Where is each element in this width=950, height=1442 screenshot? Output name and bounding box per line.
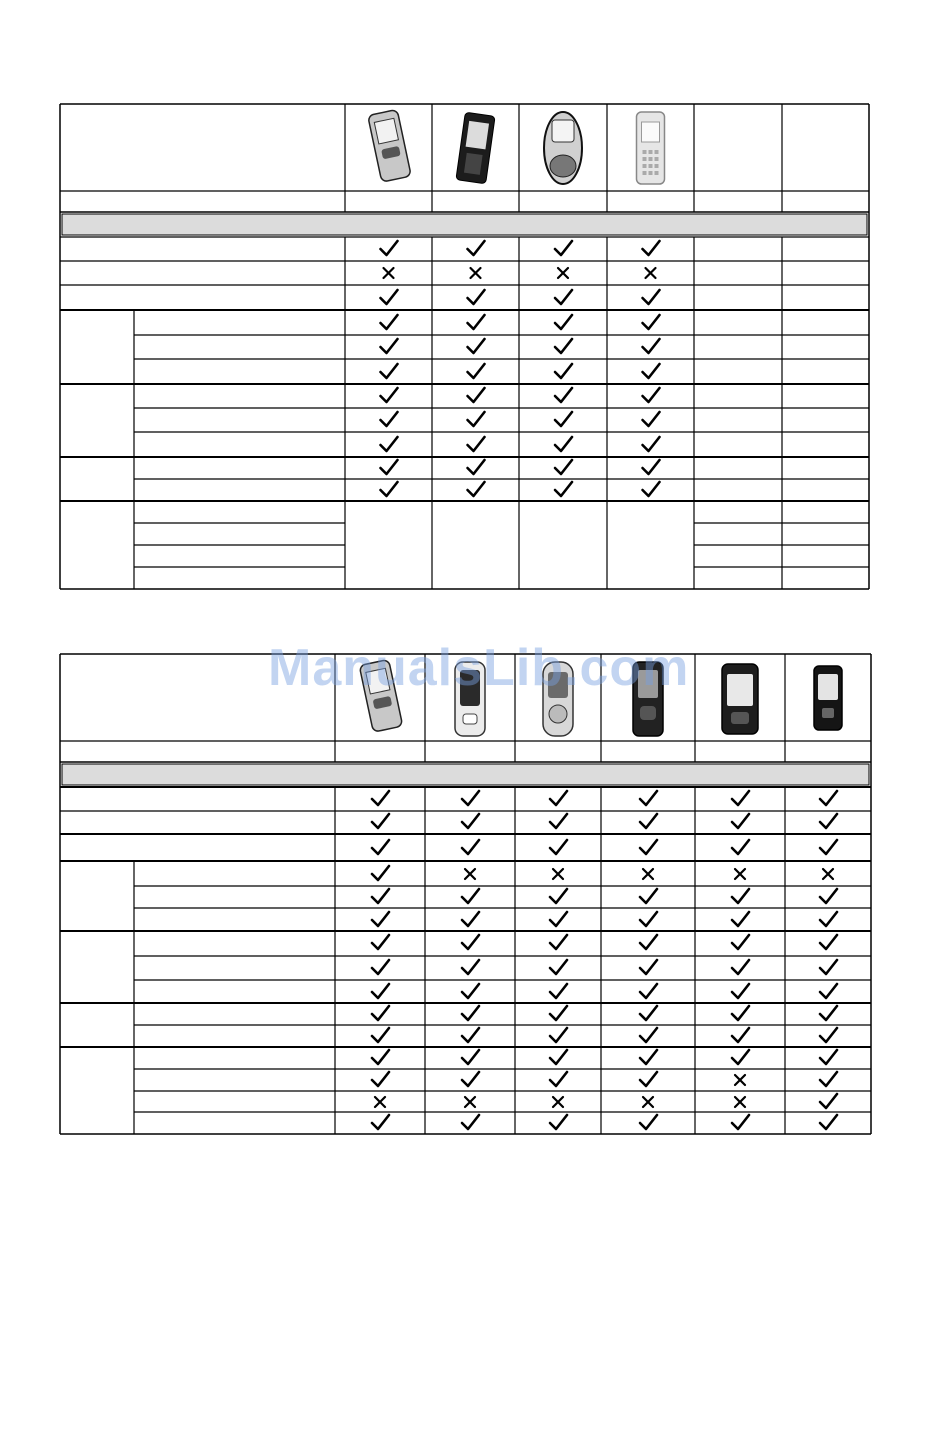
cross-mark-icon (643, 869, 653, 879)
samsung-black-flip-phone-icon (633, 662, 663, 736)
check-mark-icon (462, 1072, 479, 1086)
cross-mark-icon (643, 1097, 653, 1107)
check-mark-icon (820, 1050, 837, 1064)
check-mark-icon (550, 1072, 567, 1086)
check-mark-icon (372, 1072, 389, 1086)
check-mark-icon (462, 960, 479, 974)
check-mark-icon (462, 1115, 479, 1129)
check-mark-icon (550, 840, 567, 854)
check-mark-icon (732, 814, 749, 828)
check-mark-icon (640, 960, 657, 974)
cross-mark-icon (465, 869, 475, 879)
check-mark-icon (640, 1050, 657, 1064)
check-mark-icon (550, 935, 567, 949)
cross-mark-icon (823, 869, 833, 879)
check-mark-icon (640, 1115, 657, 1129)
check-mark-icon (820, 1006, 837, 1020)
check-mark-icon (550, 984, 567, 998)
check-mark-icon (462, 889, 479, 903)
samsung-black-slim-phone-icon (814, 666, 842, 730)
cross-mark-icon (553, 1097, 563, 1107)
check-mark-icon (550, 889, 567, 903)
check-mark-icon (732, 1006, 749, 1020)
check-mark-icon (462, 791, 479, 805)
check-mark-icon (640, 1006, 657, 1020)
check-mark-icon (820, 1094, 837, 1108)
check-mark-icon (820, 960, 837, 974)
check-mark-icon (732, 935, 749, 949)
check-mark-icon (732, 960, 749, 974)
samsung-slider-phone-icon (359, 659, 402, 732)
check-mark-icon (640, 935, 657, 949)
check-mark-icon (462, 814, 479, 828)
check-mark-icon (372, 814, 389, 828)
check-mark-icon (372, 889, 389, 903)
check-mark-icon (550, 814, 567, 828)
check-mark-icon (732, 1028, 749, 1042)
check-mark-icon (462, 984, 479, 998)
check-mark-icon (550, 1028, 567, 1042)
cross-mark-icon (735, 869, 745, 879)
cross-mark-icon (735, 1075, 745, 1085)
check-mark-icon (640, 1028, 657, 1042)
check-mark-icon (462, 935, 479, 949)
check-mark-icon (820, 889, 837, 903)
samsung-black-slider-phone-icon (722, 664, 758, 734)
check-mark-icon (550, 1006, 567, 1020)
check-mark-icon (462, 912, 479, 926)
check-mark-icon (732, 1115, 749, 1129)
cross-mark-icon (465, 1097, 475, 1107)
check-mark-icon (462, 840, 479, 854)
check-mark-icon (462, 1006, 479, 1020)
check-mark-icon (732, 984, 749, 998)
check-mark-icon (640, 912, 657, 926)
check-mark-icon (550, 960, 567, 974)
cross-mark-icon (553, 869, 563, 879)
check-mark-icon (640, 814, 657, 828)
check-mark-icon (372, 840, 389, 854)
check-mark-icon (820, 935, 837, 949)
check-mark-icon (372, 866, 389, 880)
section-band (62, 764, 869, 785)
check-mark-icon (732, 889, 749, 903)
check-mark-icon (372, 1115, 389, 1129)
check-mark-icon (820, 912, 837, 926)
check-mark-icon (550, 1050, 567, 1064)
check-mark-icon (732, 791, 749, 805)
check-mark-icon (372, 1006, 389, 1020)
check-mark-icon (820, 1072, 837, 1086)
check-mark-icon (550, 1115, 567, 1129)
check-mark-icon (550, 912, 567, 926)
check-mark-icon (820, 840, 837, 854)
cross-mark-icon (375, 1097, 385, 1107)
check-mark-icon (372, 984, 389, 998)
check-mark-icon (640, 840, 657, 854)
watermark-text: ManualsLib.com (268, 639, 690, 697)
check-mark-icon (372, 1028, 389, 1042)
check-mark-icon (640, 1072, 657, 1086)
check-mark-icon (732, 1050, 749, 1064)
check-mark-icon (372, 791, 389, 805)
check-mark-icon (372, 1050, 389, 1064)
check-mark-icon (820, 1115, 837, 1129)
check-mark-icon (820, 814, 837, 828)
check-mark-icon (640, 984, 657, 998)
cross-mark-icon (735, 1097, 745, 1107)
samsung-white-flip-phone-icon (455, 662, 485, 736)
check-mark-icon (732, 912, 749, 926)
check-mark-icon (462, 1050, 479, 1064)
check-mark-icon (640, 889, 657, 903)
check-mark-icon (372, 912, 389, 926)
check-mark-icon (820, 1028, 837, 1042)
check-mark-icon (820, 984, 837, 998)
check-mark-icon (372, 960, 389, 974)
check-mark-icon (372, 935, 389, 949)
check-mark-icon (462, 1028, 479, 1042)
samsung-silver-flip-phone-icon (543, 662, 573, 736)
check-mark-icon (550, 791, 567, 805)
check-mark-icon (732, 840, 749, 854)
check-mark-icon (820, 791, 837, 805)
check-mark-icon (640, 791, 657, 805)
